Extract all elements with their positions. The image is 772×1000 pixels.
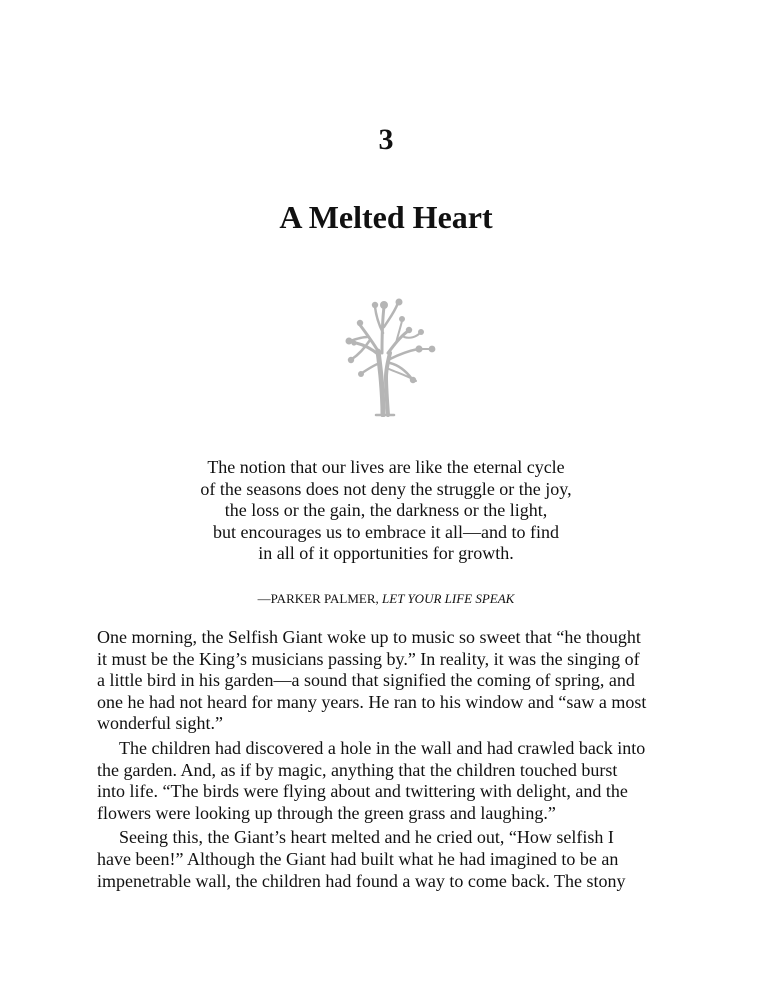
chapter-number: 3 [378, 123, 394, 156]
attribution-author: —PARKER PALMER, [257, 591, 383, 606]
chapter-title: A Melted Heart [279, 199, 493, 235]
epigraph-line: the loss or the gain, the darkness or the light, [224, 500, 548, 520]
text-line: the garden. And, as if by magic, anything that the children touched burst [97, 759, 618, 780]
paragraph [97, 627, 687, 735]
text-line: One morning, the Selfish Giant woke up to music so sweet that “he thought [97, 627, 641, 647]
epigraph-line: The notion that our lives are like the eternal cycle [207, 457, 565, 477]
body-text [97, 627, 687, 895]
epigraph-attribution [0, 591, 772, 607]
text-line: have been!” Although the Giant had built what he had imagined to be an [97, 848, 619, 869]
tree-icon [332, 293, 440, 417]
text-line: into life. “The birds were flying about and twittering with delight, and the [97, 781, 628, 802]
text-line: it must be the King’s musicians passing by.” In reality, it was the singing of [97, 648, 640, 669]
epigraph-line: of the seasons does not deny the struggle or the joy, [200, 478, 572, 499]
text-line: The children had discovered a hole in the wall and had crawled back into [119, 737, 646, 758]
paragraph [97, 827, 687, 892]
text-line: impenetrable wall, the children had found a way to come back. The stony [97, 870, 626, 891]
epigraph-line: but encourages us to embrace it all—and to find [213, 521, 559, 542]
text-line: wonderful sight.” [97, 713, 223, 734]
text-line: one he had not heard for many years. He ran to his window and “saw a most [97, 691, 647, 712]
text-line: a little bird in his garden—a sound that signified the coming of spring, and [97, 670, 635, 691]
epigraph-line: in all of it opportunities for growth. [258, 543, 514, 563]
attribution-book-title: LET YOUR LIFE SPEAK [382, 591, 515, 606]
paragraph [97, 738, 687, 824]
epigraph [150, 457, 622, 565]
text-line: flowers were looking up through the green grass and laughing.” [97, 802, 556, 823]
text-line: Seeing this, the Giant’s heart melted and he cried out, “How selfish I [119, 827, 614, 848]
